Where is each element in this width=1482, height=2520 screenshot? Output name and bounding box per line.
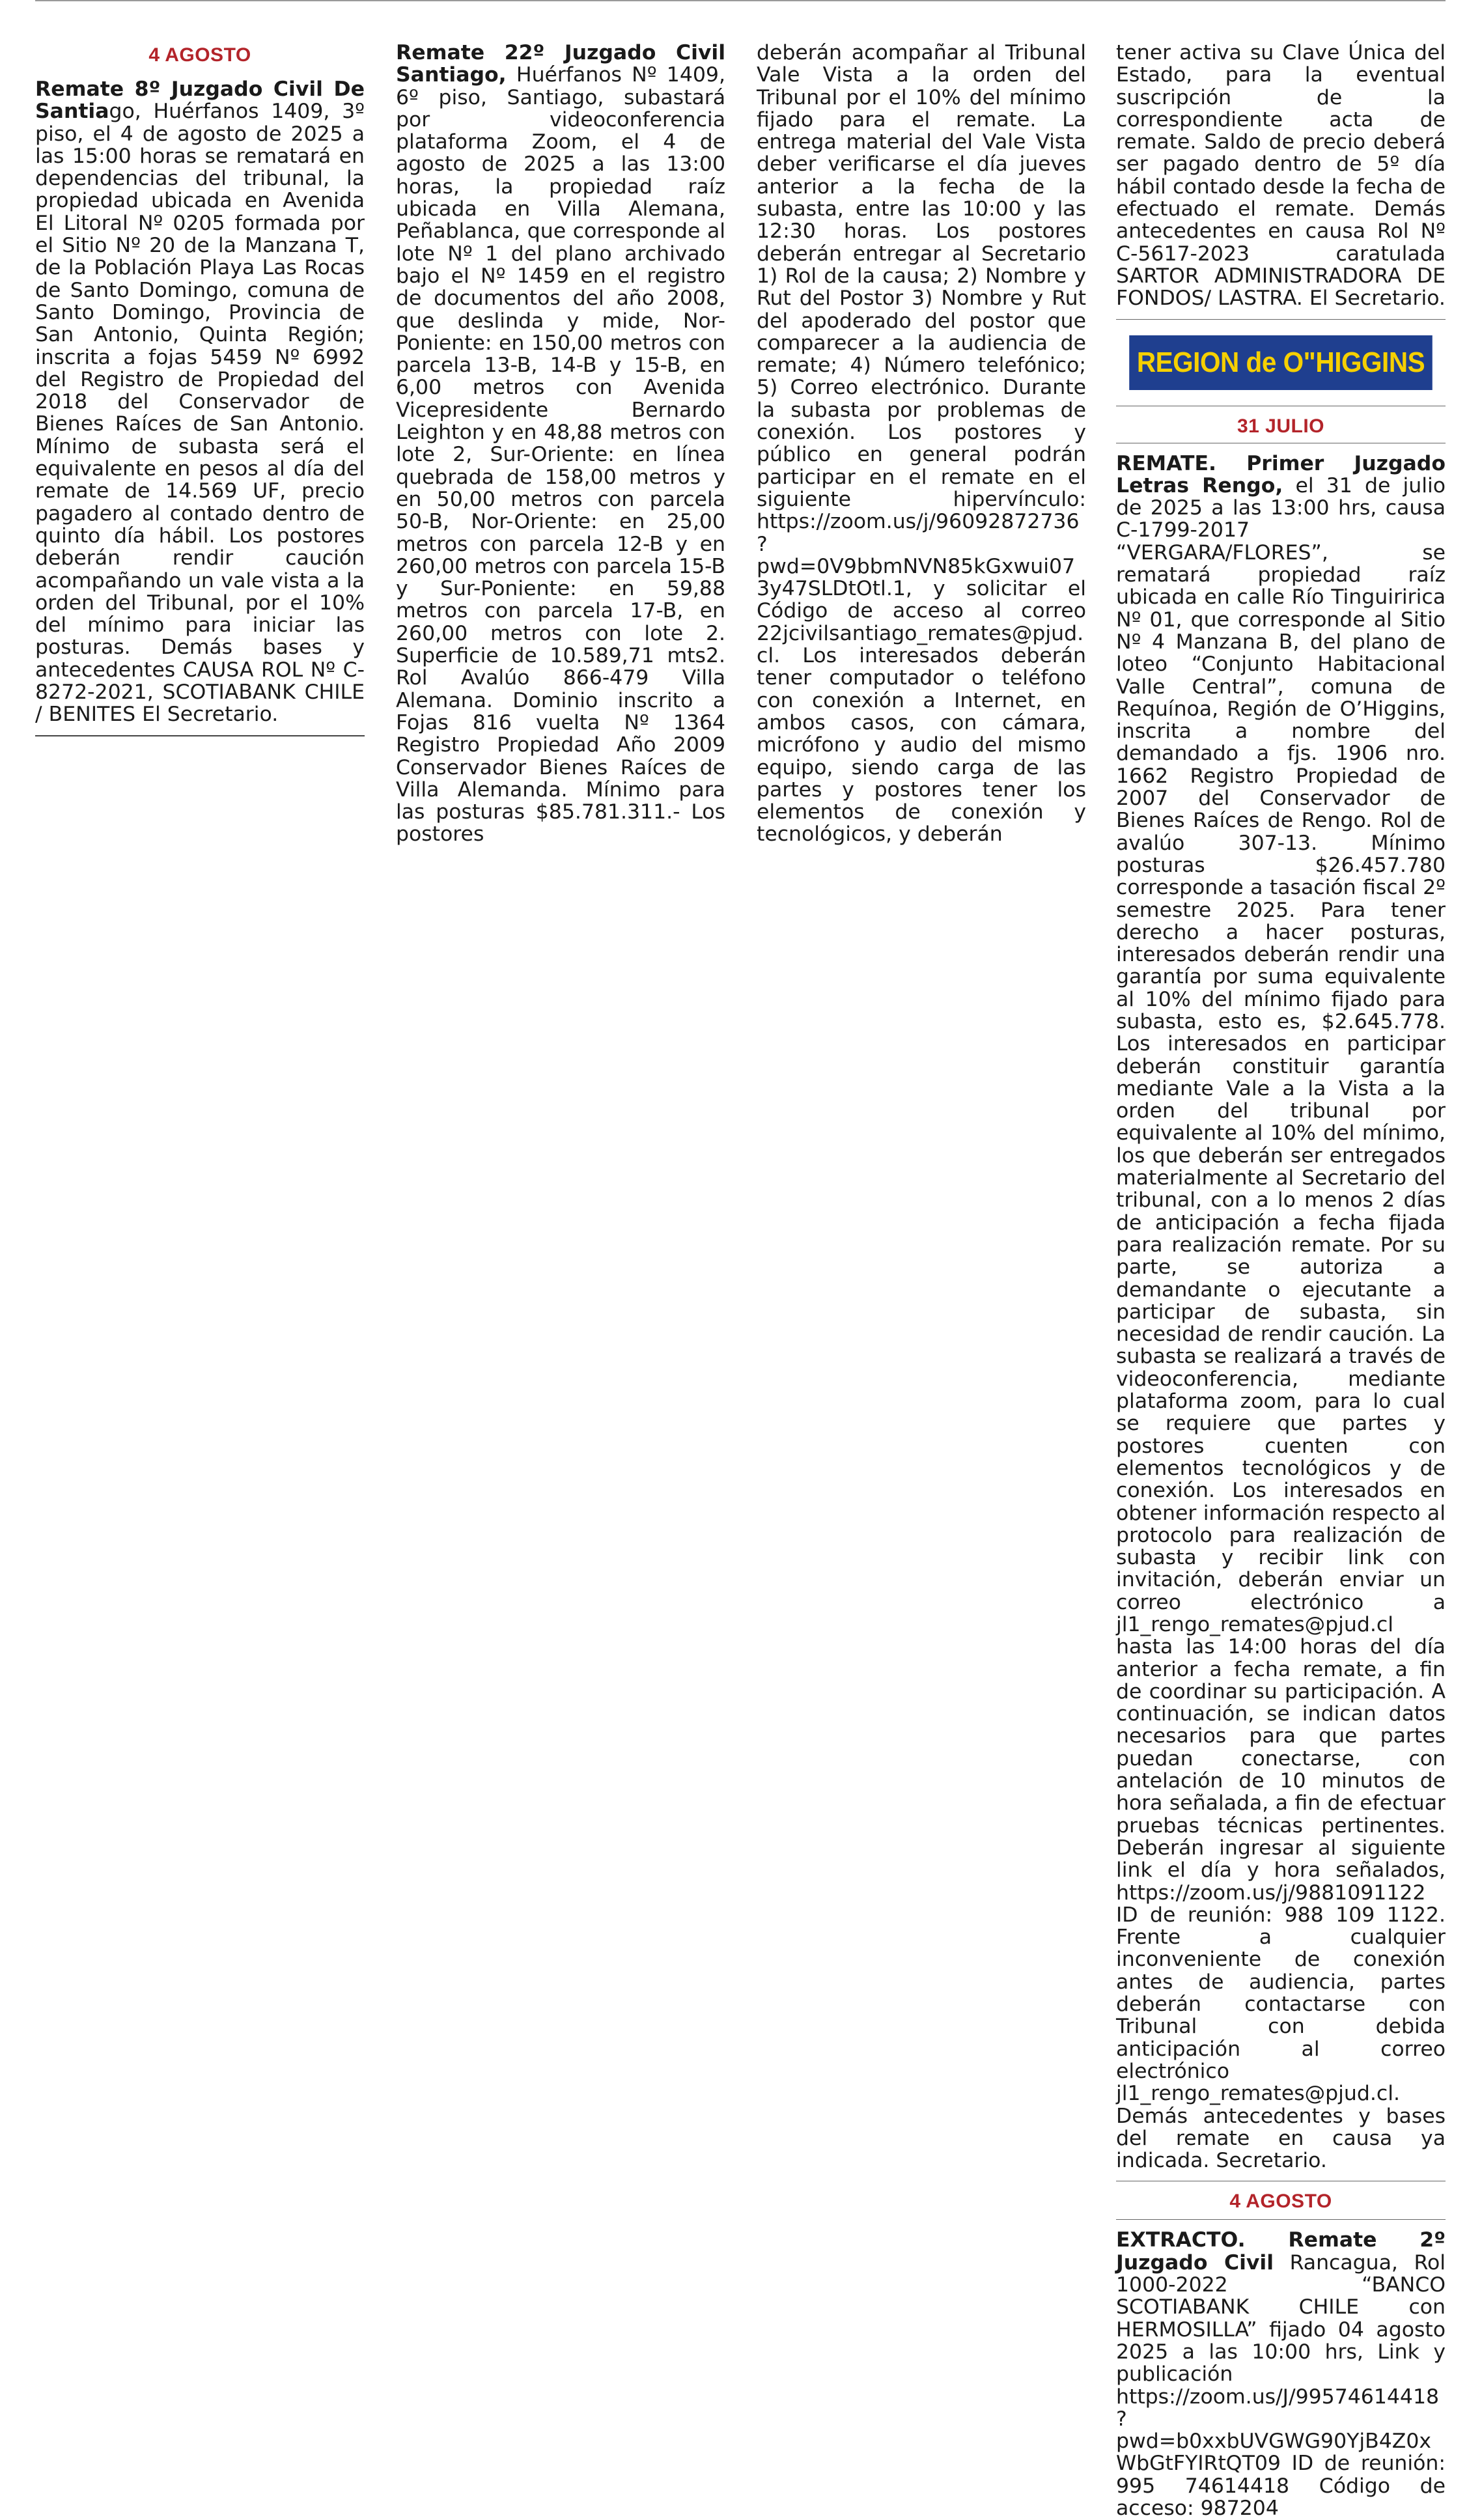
divider (35, 735, 365, 736)
date-heading: 31 JULIO (1237, 415, 1325, 437)
notice-lead: REMATE. Primer Juzgado Letras Rengo, (1116, 451, 1446, 497)
notice-body: Rancagua, Rol 1000-2022 “BANCO SCOTIABANK CHILE con HERMOSILLA” fijado 04 agosto 2025 a las 10:00 hrs, Link y publicación https://zoom.us/J/99574614418?pwd=b0xxbUVGWG90YjB4Z0xWbGtFYIRtQT09 ID de reunión: 995 74614418 Código de acceso: 987204 (1116, 2250, 1446, 2520)
column-4 (1116, 42, 1446, 2519)
notice-text (1116, 2229, 1446, 2519)
notice-body: deberán acompañar al Tribunal Vale Vista a la orden del Tribunal por el 10% del mínimo fijado para el remate. La entrega material del Vale Vista deber verificarse el día jueves anterior a la fecha de la subasta, entre las 10:00 y las 12:30 horas. Los postores deberán entregar al Secretario 1) Rol de la causa; 2) Nombre y Rut del Postor 3) Nombre y Rut del apoderado del postor que comparecer a la audiencia de remate; 4) Número telefónico; 5) Correo electrónico. Durante la subasta por problemas de conexión. Los postores y público en general podrán participar en el remate en el siguiente hipervínculo: https://zoom.us/j/96092872736?pwd=0V9bbmNVN85kGxwui073y47SLDtOtl.1, y solicitar el Código de acceso al correo 22jcivilsantiago_remates@pjud.cl. Los interesados deberán tener computador o teléfono con conexión a Internet, en ambos casos, con cámara, micrófono y audio del mismo equipo, siendo carga de las partes y postores tener los elementos de conexión y tecnológicos, y deberán (757, 41, 1086, 847)
column-1 (35, 42, 365, 746)
top-rule (35, 0, 1446, 1)
divider (1116, 319, 1446, 320)
notice-body: go, Huérfanos 1409, 3º piso, el 4 de agosto de 2025 a las 15:00 horas se rematará en dependencias del tribunal, la propiedad ubicada en Avenida El Litoral Nº 0205 formada por el Sitio Nº 20 de la Manzana T, de la Población Playa Las Rocas de Santo Domingo, comuna de Santo Domingo, Provincia de San Antonio, Quinta Región; inscrita a fojas 5459 Nº 6992 del Registro de Propiedad del 2018 del Conservador de Bienes Raíces de San Antonio. Mínimo de subasta será el equivalente en pesos al día del remate de 14.569 UF, precio pagadero al contado dentro de quinto día hábil. Los postores deberán rendir caución acompañando un vale vista a la orden del Tribunal, por el 10% del mínimo para iniciar las posturas. Demás bases y antecedentes CAUSA ROL Nº C-8272-2021, SCOTIABANK CHILE / BENITES El Secretario. (35, 100, 365, 727)
notice-text (1116, 453, 1446, 2172)
notice-body: tener activa su Clave Única del Estado, para la eventual suscripción de la correspondiente acta de remate. Saldo de precio deberá ser pagado dentro de 5º día hábil contado desde la fecha de efectuado el remate. Demás antecedentes en causa Rol Nº C-5617-2023 caratulada SARTOR ADMINISTRADORA DE FONDOS/ LASTRA. El Secretario. (1116, 41, 1446, 311)
notice-body: Huérfanos Nº 1409, 6º piso, Santiago, subastará por videoconferencia plataforma Zoom, el 4 de agosto de 2025 a las 13:00 horas, la propiedad raíz ubicada en Villa Alemana, Peñablanca, que corresponde al lote Nº 1 del plano archivado bajo el Nº 1459 en el registro de documentos del año 2008, que deslinda y mide, Nor-Poniente: en 150,00 metros con parcela 13-B, 14-B y 15-B, en 6,00 metros con Avenida Vicepresidente Bernardo Leighton y en 48,88 metros con lote 2, Sur-Oriente: en línea quebrada de 158,00 metros y en 50,00 metros con parcela 50-B, Nor-Oriente: en 25,00 metros con parcela 12-B y en 260,00 metros con parcela 15-B y Sur-Poniente: en 59,88 metros con parcela 17-B, en 260,00 metros con lote 2. Superficie de 10.589,71 mts2. Rol Avalúo 866-479 Villa Alemana. Dominio inscrito a Fojas 816 vuelta Nº 1364 Registro Propiedad Año 2009 Conservador Bienes Raíces de Villa Alemanda. Mínimo para las posturas $85.781.311.- Los postores (396, 63, 725, 847)
region-banner: REGION de O"HIGGINS (1129, 335, 1433, 390)
date-heading: 4 AGOSTO (148, 44, 251, 66)
notice-text (396, 42, 725, 846)
column-3 (757, 42, 1086, 846)
column-2 (396, 42, 725, 846)
notice-lead: Remate 8º Juzgado Civil De Santia (35, 77, 365, 124)
notice-lead: Remate 22º Juzgado Civil Santiago, (396, 41, 725, 87)
date-heading: 4 AGOSTO (1229, 2191, 1332, 2213)
divider (1116, 2219, 1446, 2220)
notice-text (35, 78, 365, 726)
notice-body: el 31 de julio de 2025 a las 13:00 hrs, causa C-1799-2017 “VERGARA/FLORES”, se rematará propiedad raíz ubicada en calle Río Tinguiririca Nº 01, que corresponde al Sitio Nº 4 Manzana B, del plano de loteo “Conjunto Habitacional Valle Central”, comuna de Requínoa, Región de O’Higgins, inscrita a nombre del demandado a fjs. 1906 nro. 1662 Registro Propiedad de 2007 del Conservador de Bienes Raíces de Rengo. Rol de avalúo 307-13. Mínimo posturas $26.457.780 corresponde a tasación fiscal 2º semestre 2025. Para tener derecho a hacer posturas, interesados deberán rendir una garantía por suma equivalente al 10% del mínimo fijado para subasta, esto es, $2.645.778. Los interesados en participar deberán constituir garantía mediante Vale a la Vista a la orden del tribunal por equivalente al 10% del mínimo, los que deberán ser entregados materialmente al Secretario del tribunal, con a lo menos 2 días de anticipación a fecha fijada para realización remate. Por su parte, se autoriza a demandante o ejecutante a participar de subasta, sin necesidad de rendir caución. La subasta se realizará a través de videoconferencia, mediante plataforma zoom, para lo cual se requiere que partes y postores cuenten con elementos tecnológicos y de conexión. Los interesados en obtener información respecto al protocolo para realización de subasta y recibir link con invitación, deberán enviar un correo electrónico a jl1_rengo_remates@pjud.cl hasta las 14:00 horas del día anterior a fecha remate, a fin de coordinar su participación. A continuación, se indican datos necesarios para que partes puedan conectarse, con antelación de 10 minutos de hora señalada, a fin de efectuar pruebas técnicas pertinentes. Deberán ingresar al siguiente link el día y hora señalados, https://zoom.us/j/9881091122 ID de reunión: 988 109 1122. Frente a cualquier inconveniente de conexión antes de audiencia, partes deberán contactarse con Tribunal con debida anticipación al correo electrónico jl1_rengo_remates@pjud.cl. Demás antecedentes y bases del remate en causa ya indicada. Secretario. (1116, 473, 1446, 2173)
notice-lead: EXTRACTO. Remate 2º Juzgado Civil (1116, 2228, 1446, 2275)
